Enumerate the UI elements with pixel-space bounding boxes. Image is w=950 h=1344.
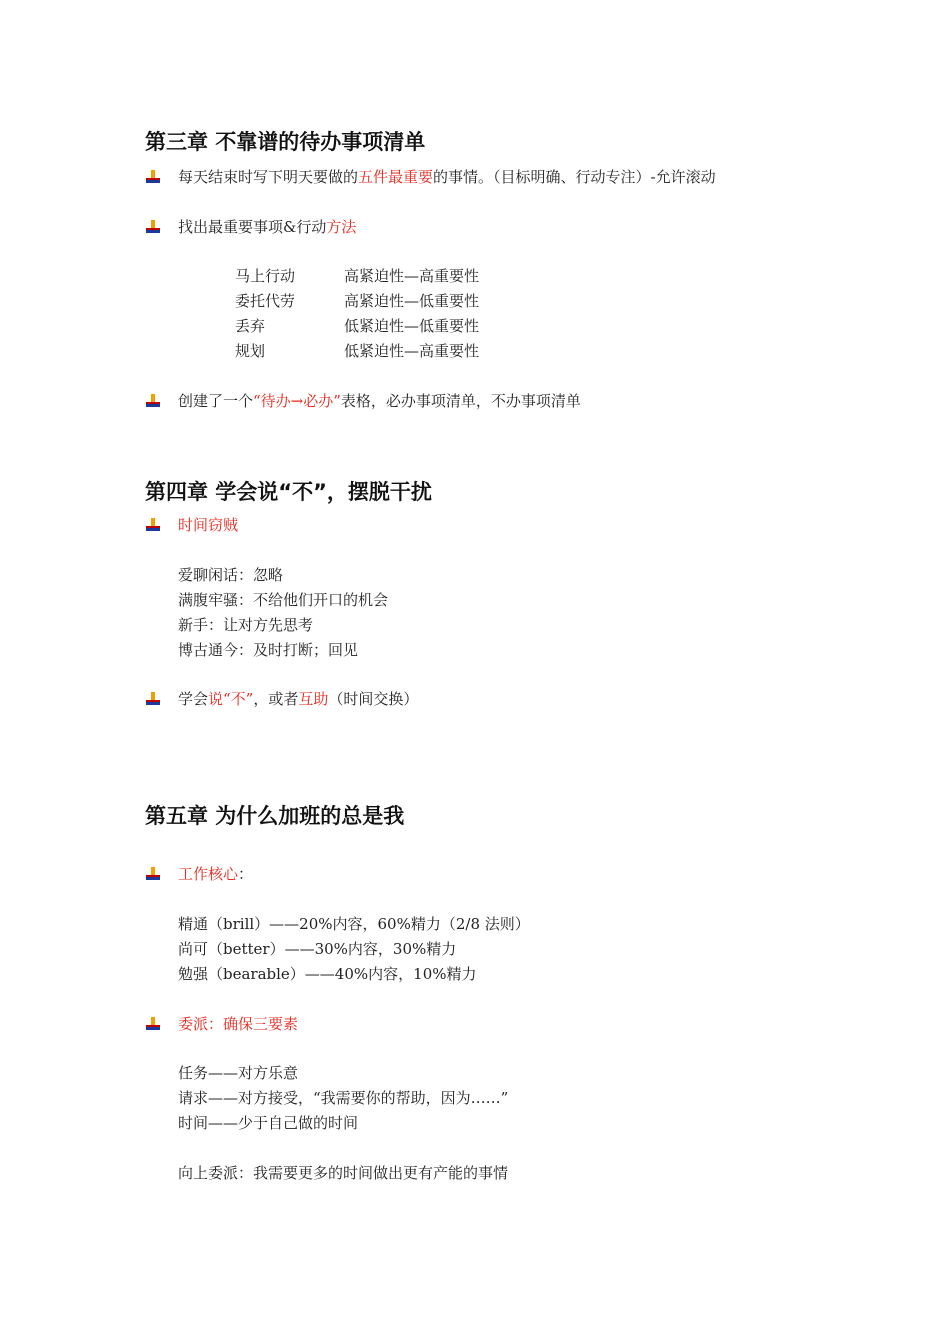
delegate-item: 任务——对方乐意	[178, 1064, 299, 1082]
matrix-action: 马上行动	[235, 267, 296, 285]
flag-bullet-icon	[146, 518, 160, 532]
upward-delegation: 向上委派：我需要更多的时间做出更有产能的事情	[178, 1164, 509, 1182]
chapter-3-title: 第三章 不靠谱的待办事项清单	[145, 130, 426, 154]
flag-bullet-icon	[146, 220, 160, 234]
thief-item: 新手：让对方先思考	[178, 616, 314, 634]
flag-bullet-icon	[146, 394, 160, 408]
chapter-5-title: 第五章 为什么加班的总是我	[145, 804, 405, 828]
thief-item: 满腹牢骚：不给他们开口的机会	[178, 591, 389, 609]
matrix-desc: 高紧迫性—高重要性	[344, 267, 480, 285]
thief-item: 博古通今：及时打断；回见	[178, 641, 359, 659]
matrix-desc: 低紧迫性—高重要性	[344, 342, 480, 360]
thief-item: 爱聊闲话：忽略	[178, 566, 284, 584]
matrix-desc: 低紧迫性—低重要性	[344, 317, 480, 335]
core-item: 勉强（bearable）——40%内容，10%精力	[178, 965, 477, 983]
flag-bullet-icon	[146, 867, 160, 881]
matrix-action: 委托代劳	[235, 292, 296, 310]
matrix-desc: 高紧迫性—低重要性	[344, 292, 480, 310]
document-page: 第三章 不靠谱的待办事项清单 每天结束时写下明天要做的五件最重要的事情。（目标明确、行动专注）-允许滚动 找出最重要事项&行动方法 马上行动 高紧迫性—高重要性 委托代劳 高紧迫性—低重要性 丢弃 低紧迫性—低重要性 规划 低紧迫性—高重要性 创建了一个“待办→必办”表格，必办事项清单，不办事项清单 第四章 学会说“不”，摆脱干扰 时间窃贼 爱聊闲话：忽略 满腹牢骚：不给他们开口的机会 新手：让对方先思考 博古通今：及时打断；回见 学会说“不”，或者互助（时间交换） 第五章 为什么加班的总是我 工作核心： 精通（brill）——20%内容，60%精力（2/8 法则） 尚可（better）——30%内容，30%精力 勉强（bearable）——40%内容，10%精力 委派：确保三要素 任务——对方乐意 请求——对方接受，“我需要你的帮助，因为……” 时间——少于自己做的时间 向上委派：我需要更多的时间做出更有产能的事情	[0, 0, 950, 1344]
core-item: 精通（brill）——20%内容，60%精力（2/8 法则）	[178, 915, 530, 933]
flag-bullet-icon	[146, 170, 160, 184]
flag-bullet-icon	[146, 1017, 160, 1031]
delegate-item: 请求——对方接受，“我需要你的帮助，因为……”	[178, 1089, 509, 1107]
chapter-4-title: 第四章 学会说“不”，摆脱干扰	[145, 480, 432, 504]
delegate-item: 时间——少于自己做的时间	[178, 1114, 359, 1132]
matrix-action: 丢弃	[235, 317, 266, 335]
core-item: 尚可（better）——30%内容，30%精力	[178, 940, 457, 958]
matrix-action: 规划	[235, 342, 266, 360]
flag-bullet-icon	[146, 692, 160, 706]
